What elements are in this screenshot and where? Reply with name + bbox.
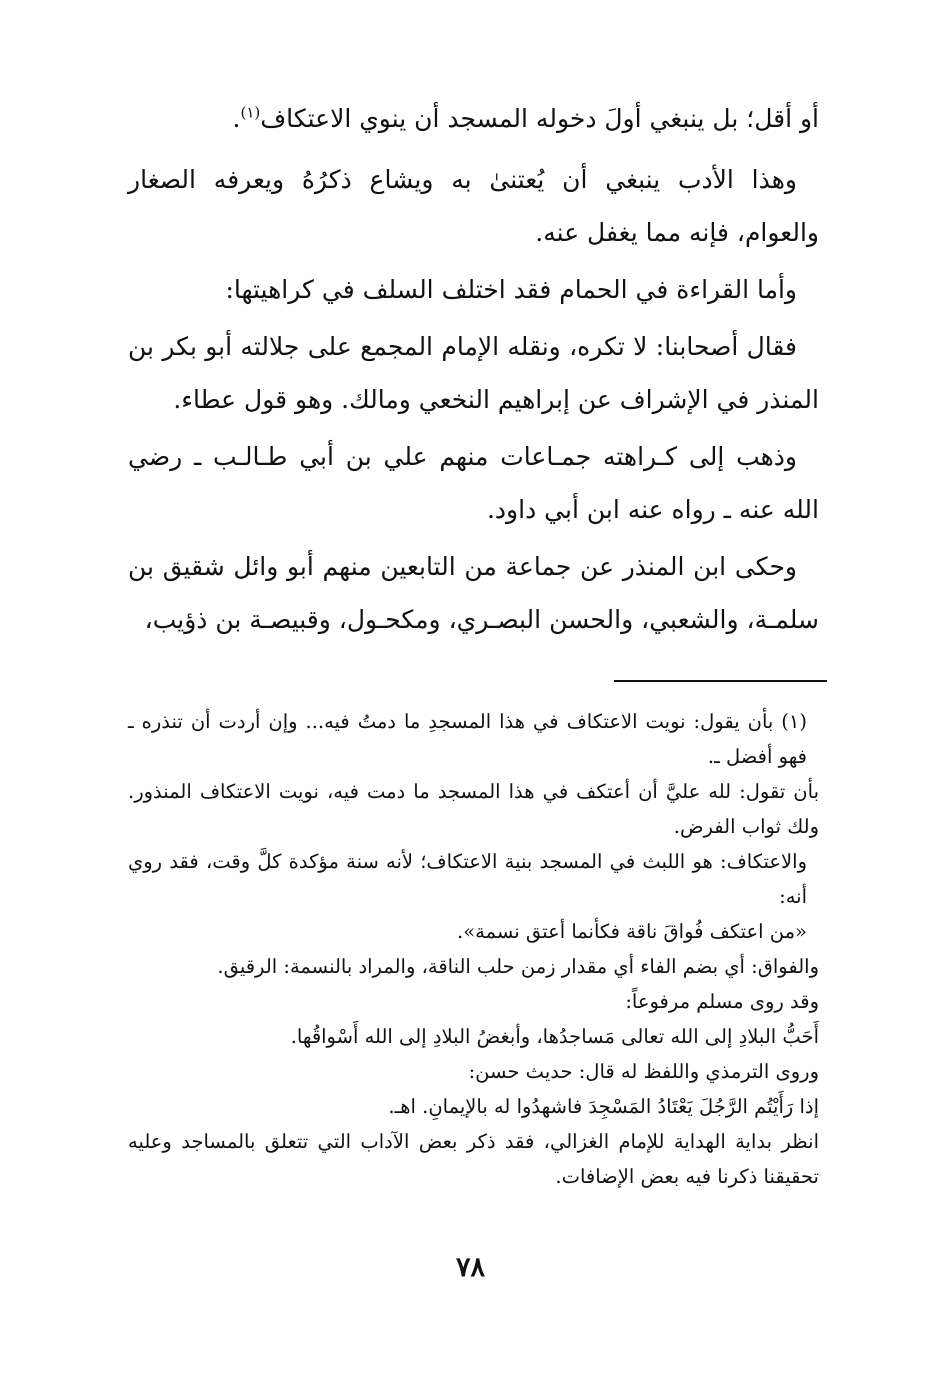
paragraph-3: وأما القراءة في الحمام فقد اختلف السلف في كراهيتها:: [225, 275, 797, 304]
paragraph-1-text: أو أقل؛ بل ينبغي أولَ دخوله المسجد أن ينوي الاعتكاف: [260, 104, 819, 133]
footnote-line: وروى الترمذي واللفظ له قال: حديث حسن:: [468, 1060, 819, 1083]
footnotes: [128, 704, 819, 1194]
page-number: ٧٨: [455, 1252, 485, 1283]
footnote-line: (١) بأن يقول: نويت الاعتكاف في هذا المسجدِ ما دمتُ فيه... وإن أردت أن تنذره ـ فهو أفضل ـ.: [128, 710, 807, 768]
footnote-line: وقد روى مسلم مرفوعاً:: [625, 990, 819, 1013]
paragraph-6: وحكى ابن المنذر عن جماعة من التابعين منهم أبو وائل شقيق بن سلمـة، والشعبي، والحسن البصـري، ومكحـول، وقبيصـة بن ذؤيب،: [128, 552, 819, 634]
paragraph-1: [128, 92, 819, 145]
footnote-line: انظر بداية الهداية للإمام الغزالي، فقد ذكر بعض الآداب التي تتعلق بالمساجد وعليه تحقيقنا ذكرنا فيه بعض الإضافات.: [128, 1130, 819, 1188]
footnote-separator: [614, 680, 827, 682]
footnote-line: بأن تقول: لله عليَّ أن أعتكف في هذا المسجد ما دمت فيه، نويت الاعتكاف المنذور. ولك ثواب الفرض.: [128, 780, 819, 838]
main-text: [128, 92, 819, 646]
footnote-line: أَحَبُّ البلادِ إلى الله تعالى مَساجدُها، وأبغضُ البلادِ إلى الله أَسْواقُها.: [290, 1025, 819, 1048]
paragraph-1-tail: .: [232, 104, 241, 133]
paragraph-5: وذهب إلى كـراهته جمـاعات منهم علي بن أبي طـالـب ـ رضي الله عنه ـ رواه عنه ابن أبي داود.: [128, 442, 819, 524]
footnote-reference: (١): [240, 103, 261, 122]
paragraph-2: وهذا الأدب ينبغي أن يُعتنىٰ به ويشاع ذكرُهُ ويعرفه الصغار والعوام، فإنه مما يغفل عنه.: [128, 165, 819, 247]
footnote-line: إذا رَأَيْتُم الرَّجُلَ يَعْتَادُ المَسْجِدَ فاشهدُوا له بالإيمانِ. اهـ.: [388, 1095, 819, 1118]
footnote-line: «من اعتكف فُواقَ ناقة فكأنما أعتق نسمة».: [457, 920, 807, 943]
paragraph-4: فقال أصحابنا: لا تكره، ونقله الإمام المجمع على جلالته أبو بكر بن المنذر في الإشراف عن إبراهيم النخعي ومالك. وهو قول عطاء.: [128, 332, 819, 414]
footnote-line: والاعتكاف: هو اللبث في المسجد بنية الاعتكاف؛ لأنه سنة مؤكدة كلَّ وقت، فقد روي أنه:: [128, 850, 807, 908]
footnote-line: والفواق: أي بضم الفاء أي مقدار زمن حلب الناقة، والمراد بالنسمة: الرقيق.: [217, 955, 819, 978]
